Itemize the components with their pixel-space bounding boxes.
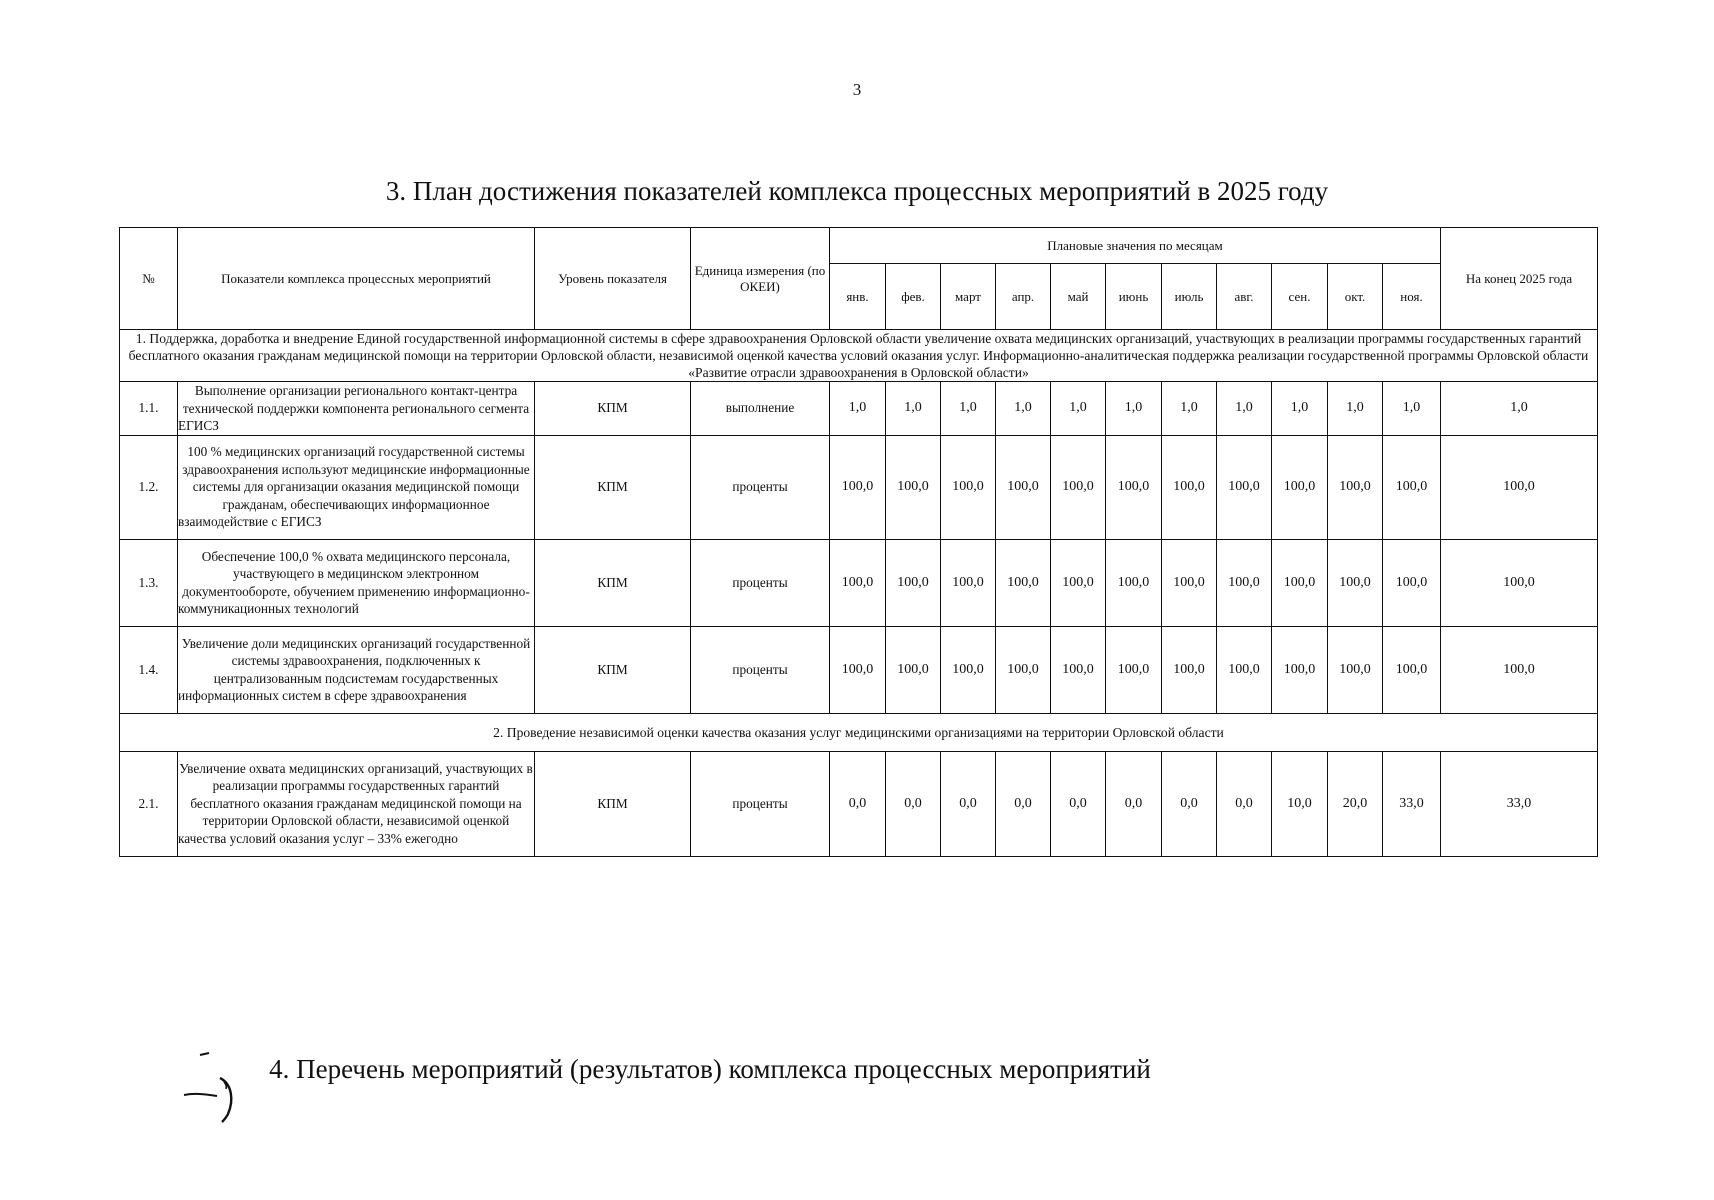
year-end-value: 100,0 xyxy=(1441,539,1598,626)
indicator-name: 100 % медицинских организаций государственной системы здравоохранения используют медицинские информационные системы для организации оказания медицинской помощи гражданам, обеспечивающих информационное взаимодействие с ЕГИСЗ xyxy=(178,435,535,539)
unit-of-measure: проценты xyxy=(691,435,830,539)
table-row xyxy=(120,435,1598,539)
month-value: 100,0 xyxy=(1051,626,1106,713)
row-number: 1.1. xyxy=(120,382,178,436)
month-value: 100,0 xyxy=(941,435,996,539)
month-value: 1,0 xyxy=(996,382,1051,436)
table-row xyxy=(120,626,1598,713)
indicator-level: КПМ xyxy=(535,382,691,436)
month-value: 0,0 xyxy=(1217,751,1272,856)
month-value: 1,0 xyxy=(941,382,996,436)
month-value: 100,0 xyxy=(1106,435,1162,539)
month-value: 100,0 xyxy=(1328,539,1383,626)
month-value: 100,0 xyxy=(886,435,941,539)
month-value: 1,0 xyxy=(830,382,886,436)
month-value: 1,0 xyxy=(1162,382,1217,436)
header-month: март xyxy=(941,264,996,330)
month-value: 33,0 xyxy=(1383,751,1441,856)
indicator-name: Выполнение организации регионального контакт-центра технической поддержки компонента регионального сегмента ЕГИСЗ xyxy=(178,382,535,436)
month-value: 100,0 xyxy=(830,626,886,713)
month-value: 0,0 xyxy=(1162,751,1217,856)
month-value: 100,0 xyxy=(1272,539,1328,626)
month-value: 1,0 xyxy=(1051,382,1106,436)
month-value: 100,0 xyxy=(941,539,996,626)
month-value: 100,0 xyxy=(1217,435,1272,539)
indicator-level: КПМ xyxy=(535,626,691,713)
indicator-level: КПМ xyxy=(535,435,691,539)
month-value: 0,0 xyxy=(1051,751,1106,856)
month-value: 1,0 xyxy=(1328,382,1383,436)
month-value: 0,0 xyxy=(830,751,886,856)
year-end-value: 33,0 xyxy=(1441,751,1598,856)
month-value: 0,0 xyxy=(1106,751,1162,856)
month-value: 100,0 xyxy=(886,539,941,626)
month-value: 100,0 xyxy=(1162,435,1217,539)
indicators-plan-table xyxy=(119,227,1598,857)
month-value: 100,0 xyxy=(1217,626,1272,713)
month-value: 100,0 xyxy=(1272,435,1328,539)
section-4-title: 4. Перечень мероприятий (результатов) комплекса процессных мероприятий xyxy=(269,1054,1151,1084)
header-num: № xyxy=(120,228,178,330)
month-value: 100,0 xyxy=(830,435,886,539)
month-value: 0,0 xyxy=(941,751,996,856)
section-title-cell: 2. Проведение независимой оценки качества оказания услуг медицинскими организациями на территории Орловской области xyxy=(120,713,1598,751)
month-value: 100,0 xyxy=(1162,626,1217,713)
unit-of-measure: проценты xyxy=(691,751,830,856)
indicator-name: Увеличение доли медицинских организаций государственной системы здравоохранения, подключенных к централизованным подсистемам государственных информационных систем в сфере здравоохранения xyxy=(178,626,535,713)
month-value: 100,0 xyxy=(1383,435,1441,539)
header-month: июль xyxy=(1162,264,1217,330)
month-value: 1,0 xyxy=(1106,382,1162,436)
header-year-end: На конец 2025 года xyxy=(1441,228,1598,330)
month-value: 100,0 xyxy=(1328,435,1383,539)
header-month: авг. xyxy=(1217,264,1272,330)
row-number: 1.3. xyxy=(120,539,178,626)
indicator-level: КПМ xyxy=(535,539,691,626)
unit-of-measure: проценты xyxy=(691,626,830,713)
month-value: 100,0 xyxy=(996,626,1051,713)
table-row xyxy=(120,382,1598,436)
month-value: 100,0 xyxy=(1051,435,1106,539)
header-indicator: Показатели комплекса процессных мероприятий xyxy=(178,228,535,330)
month-value: 0,0 xyxy=(996,751,1051,856)
month-value: 1,0 xyxy=(1272,382,1328,436)
handwritten-mark xyxy=(180,1048,270,1128)
indicator-name: Обеспечение 100,0 % охвата медицинского персонала, участвующего в медицинском электронном документообороте, обучением применению информационно-коммуникационных технологий xyxy=(178,539,535,626)
header-month: май xyxy=(1051,264,1106,330)
month-value: 100,0 xyxy=(941,626,996,713)
month-value: 100,0 xyxy=(886,626,941,713)
month-value: 100,0 xyxy=(996,539,1051,626)
header-month: ноя. xyxy=(1383,264,1441,330)
header-month: сен. xyxy=(1272,264,1328,330)
month-value: 100,0 xyxy=(1106,626,1162,713)
section-row xyxy=(120,330,1598,382)
month-value: 1,0 xyxy=(1217,382,1272,436)
month-value: 1,0 xyxy=(1383,382,1441,436)
year-end-value: 100,0 xyxy=(1441,626,1598,713)
month-value: 100,0 xyxy=(1051,539,1106,626)
header-month: янв. xyxy=(830,264,886,330)
month-value: 100,0 xyxy=(1272,626,1328,713)
table-row xyxy=(120,751,1598,856)
month-value: 1,0 xyxy=(886,382,941,436)
header-month: фев. xyxy=(886,264,941,330)
month-value: 100,0 xyxy=(1383,539,1441,626)
month-value: 100,0 xyxy=(830,539,886,626)
row-number: 1.4. xyxy=(120,626,178,713)
year-end-value: 1,0 xyxy=(1441,382,1598,436)
header-level: Уровень показателя xyxy=(535,228,691,330)
month-value: 100,0 xyxy=(1217,539,1272,626)
header-unit: Единица измерения (по ОКЕИ) xyxy=(691,228,830,330)
month-value: 100,0 xyxy=(1162,539,1217,626)
row-number: 1.2. xyxy=(120,435,178,539)
month-value: 100,0 xyxy=(996,435,1051,539)
unit-of-measure: выполнение xyxy=(691,382,830,436)
month-value: 0,0 xyxy=(886,751,941,856)
table-row xyxy=(120,539,1598,626)
header-month: окт. xyxy=(1328,264,1383,330)
indicator-level: КПМ xyxy=(535,751,691,856)
month-value: 100,0 xyxy=(1106,539,1162,626)
month-value: 100,0 xyxy=(1328,626,1383,713)
unit-of-measure: проценты xyxy=(691,539,830,626)
header-month: апр. xyxy=(996,264,1051,330)
year-end-value: 100,0 xyxy=(1441,435,1598,539)
month-value: 100,0 xyxy=(1383,626,1441,713)
month-value: 20,0 xyxy=(1328,751,1383,856)
row-number: 2.1. xyxy=(120,751,178,856)
header-monthly-group: Плановые значения по месяцам xyxy=(830,228,1441,264)
month-value: 10,0 xyxy=(1272,751,1328,856)
section-row xyxy=(120,713,1598,751)
header-month: июнь xyxy=(1106,264,1162,330)
section-3-title: 3. План достижения показателей комплекса процессных мероприятий в 2025 году xyxy=(385,176,1329,206)
page-number: 3 xyxy=(852,80,862,99)
section-title-cell: 1. Поддержка, доработка и внедрение Единой государственной информационной системы в сфере здравоохранения Орловской области увеличение охвата медицинских организаций, участвующих в реализации программы государственных гарантий бесплатного оказания гражданам медицинской помощи на территории Орловской области, независимой оценкой качества условий оказания услуг. Информационно-аналитическая поддержка реализации государственной программы Орловской области «Развитие отрасли здравоохранения в Орловской области» xyxy=(120,330,1598,382)
indicator-name: Увеличение охвата медицинских организаций, участвующих в реализации программы государственных гарантий бесплатного оказания гражданам медицинской помощи на территории Орловской области, независимой оценкой качества условий оказания услуг – 33% ежегодно xyxy=(178,751,535,856)
